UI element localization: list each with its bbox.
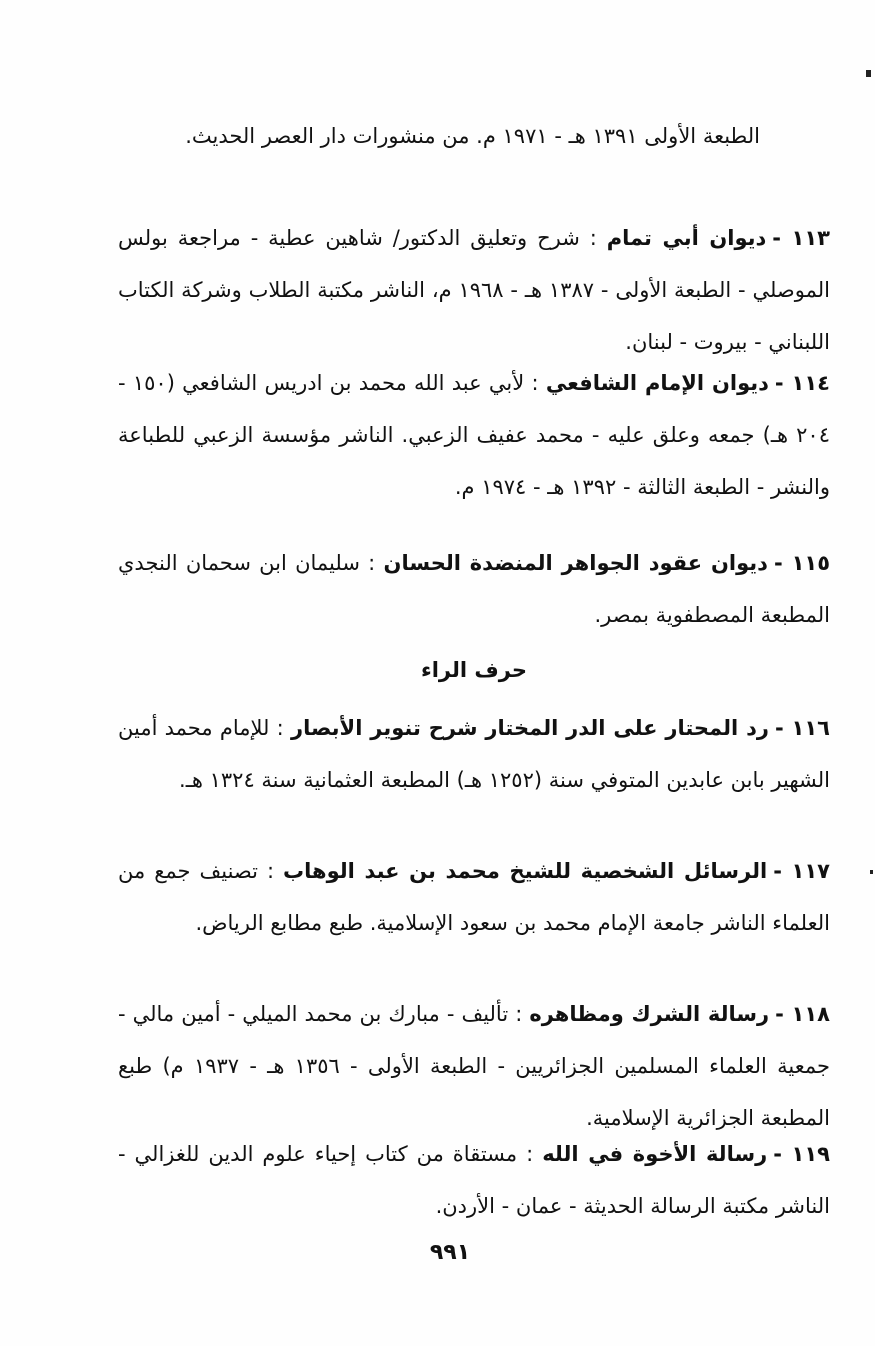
entry-title: ديوان أبي تمام xyxy=(606,226,767,250)
entry-number: ١١٣ - xyxy=(772,226,830,250)
entry-title: ديوان الإمام الشافعي xyxy=(545,371,769,395)
margin-mark xyxy=(870,870,873,874)
entry-details: : تصنيف جمع من العلماء الناشر جامعة الإمام محمد بن سعود الإسلامية. طبع مطابع الرياض. xyxy=(118,859,830,935)
entry-title: ديوان عقود الجواهر المنضدة الحسان xyxy=(383,551,768,575)
bibliography-entry xyxy=(118,988,830,1144)
entry-number: ١١٥ - xyxy=(773,551,831,575)
continuation-text: الطبعة الأولى ١٣٩١ هـ - ١٩٧١ م. من منشورات دار العصر الحديث. xyxy=(185,124,760,148)
entry-details: : تأليف - مبارك بن محمد الميلي - أمين مالي - جمعية العلماء المسلمين الجزائريين - الطبعة الأولى - ١٣٥٦ هـ - ١٩٣٧ م) طبع المطبعة الجزائرية الإسلامية. xyxy=(118,1002,830,1130)
entry-details: : سليمان ابن سحمان النجدي المطبعة المصطفوية بمصر. xyxy=(118,551,830,627)
entry-details: : لأبي عبد الله محمد بن ادريس الشافعي (١٥٠ - ٢٠٤ هـ) جمعه وعلق عليه - محمد عفيف الزعبي. الناشر مؤسسة الزعبي للطباعة والنشر - الطبعة الثالثة - ١٣٩٢ هـ - ١٩٧٤ م. xyxy=(118,371,830,499)
entry-title: رد المحتار على الدر المختار شرح تنوير الأبصار xyxy=(291,716,769,740)
bibliography-entry xyxy=(118,212,830,368)
entry-title: رسالة الشرك ومظاهره xyxy=(529,1002,770,1026)
entry-details: : مستقاة من كتاب إحياء علوم الدين للغزالي - الناشر مكتبة الرسالة الحديثة - عمان - الأردن. xyxy=(118,1142,830,1218)
entry-number: ١١٧ - xyxy=(773,859,830,883)
entry-details: : للإمام محمد أمين الشهير بابن عابدين المتوفي سنة (١٢٥٢ هـ) المطبعة العثمانية سنة ١٣٢٤ هـ. xyxy=(118,716,830,792)
entry-number: ١١٩ - xyxy=(773,1142,830,1166)
bibliography-entry xyxy=(118,702,830,806)
page-number: ٩٩١ xyxy=(429,1240,471,1265)
entry-details: : شرح وتعليق الدكتور/ شاهين عطية - مراجعة بولس الموصلي - الطبعة الأولى - ١٣٨٧ هـ - ١٩٦٨ م، الناشر مكتبة الطلاب وشركة الكتاب اللبناني - بيروت - لبنان. xyxy=(118,226,830,354)
entry-title: الرسائل الشخصية للشيخ محمد بن عبد الوهاب xyxy=(283,859,768,883)
section-heading: حرف الراء xyxy=(421,658,527,682)
entry-number: ١١٦ - xyxy=(774,716,830,740)
bibliography-entry xyxy=(118,357,830,513)
entry-number: ١١٤ - xyxy=(774,371,830,395)
bibliography-entry xyxy=(118,1128,830,1232)
margin-mark xyxy=(866,70,871,77)
bibliography-entry xyxy=(118,537,830,641)
entry-number: ١١٨ - xyxy=(775,1002,830,1026)
bibliography-entry xyxy=(118,845,830,949)
entry-title: رسالة الأخوة في الله xyxy=(542,1142,768,1166)
